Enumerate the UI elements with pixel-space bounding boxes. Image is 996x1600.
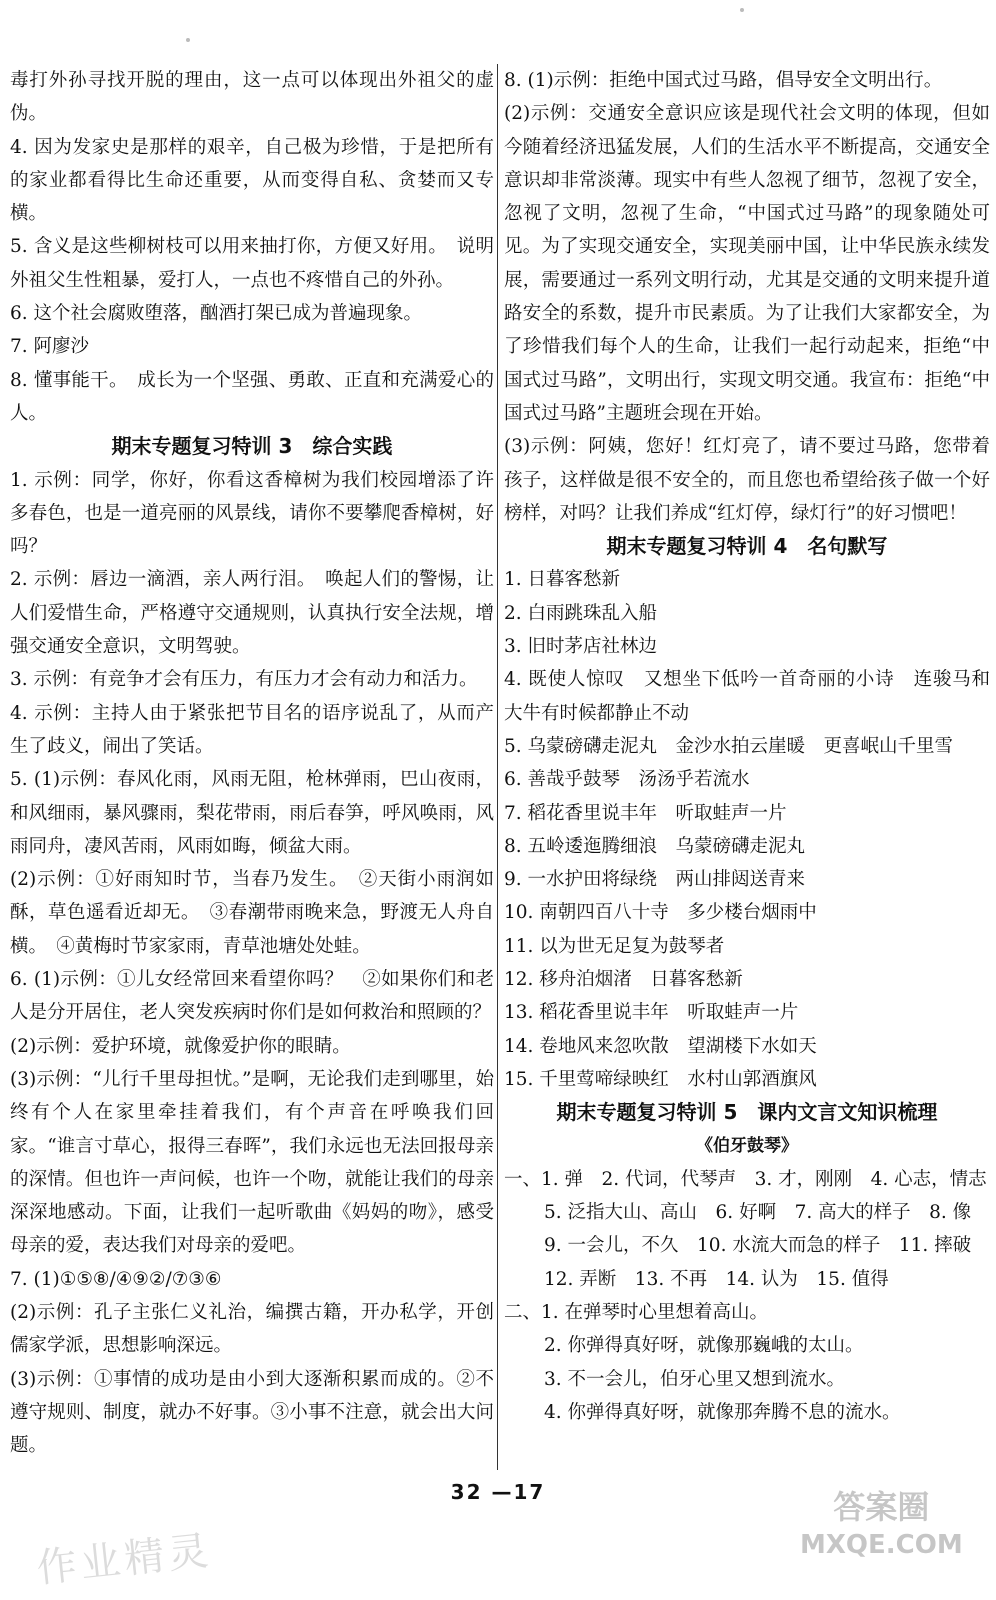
answer-paragraph: 8. 五岭逶迤腾细浪 乌蒙磅礴走泥丸 (504, 835, 806, 857)
answer-paragraph: 5. 泛指大山、高山 6. 好啊 7. 高大的样子 8. 像 (544, 1202, 972, 1224)
answer-paragraph: 3. 不一会儿，伯牙心里又想到流水。 (544, 1368, 846, 1390)
answer-paragraph: 6. 善哉乎鼓琴 汤汤乎若流水 (504, 769, 750, 791)
answer-paragraph: 6. (1)示例：①儿女经常回来看望你吗？ ②如果你们和老人是分开居住，老人突发疾病时你们是如何救治和照顾的？ (10, 969, 494, 1024)
right-column (504, 64, 990, 1429)
answer-paragraph: 12. 移舟泊烟渚 日暮客愁新 (504, 969, 743, 991)
answer-paragraph: 8. 懂事能干。 成长为一个坚强、勇敢、正直和充满爱心的人。 (10, 369, 494, 424)
answer-paragraph: 11. 以为世无足复为鼓琴者 (504, 935, 725, 957)
page-number: 32 —17 (450, 1480, 546, 1504)
answer-paragraph: 8. (1)示例：拒绝中国式过马路，倡导安全文明出行。 (504, 70, 943, 91)
answer-paragraph: 7. (1)①⑤⑧/④⑨②/⑦③⑥ (10, 1268, 222, 1290)
answer-paragraph: 5. 乌蒙磅礴走泥丸 金沙水拍云崖暖 更喜岷山千里雪 (504, 735, 954, 757)
answer-paragraph: 1. 日暮客愁新 (504, 569, 621, 591)
answer-paragraph: (3)示例：阿姨，您好！红灯亮了，请不要过马路，您带着孩子，这样做是很不安全的，而且您也希望给孩子做一个好榜样，对吗？让我们养成“红灯停，绿灯行”的好习惯吧！ (504, 436, 990, 524)
answer-paragraph: (2)示例：交通安全意识应该是现代社会文明的体现，但如今随着经济迅猛发展，人们的生活水平不断提高，交通安全意识却非常淡薄。现实中有些人忽视了细节，忽视了安全，忽视了文明，忽视了生命，“中国式过马路”的现象随处可见。为了实现交通安全，实现美丽中国，让中华民族永续发展，需要通过一系列文明行动，尤其是交通的文明来提升道路安全的系数，提升市民素质。为了让我们大家都安全，为了珍惜我们每个人的生命，让我们一起行动起来，拒绝“中国式过马路”，文明出行，实现文明交通。我宣布：拒绝“中国式过马路”主题班会现在开始。 (504, 103, 990, 424)
answer-paragraph: 2. 你弹得真好呀，就像那巍峨的太山。 (544, 1335, 864, 1357)
scan-speck (740, 8, 744, 12)
answer-paragraph: 3. 示例：有竞争才会有压力，有压力才会有动力和活力。 (10, 669, 478, 691)
answer-paragraph: 9. 一会儿，不久 10. 水流大而急的样子 11. 摔破 (544, 1235, 972, 1257)
answer-paragraph: 一、1. 弹 2. 代词，代琴声 3. 才，刚刚 4. 心志，情志 (504, 1168, 987, 1190)
section-heading: 期末专题复习特训 3 综合实践 (111, 434, 393, 459)
section-heading: 期末专题复习特训 4 名句默写 (606, 534, 888, 559)
answer-paragraph: 4. 既使人惊叹 又想坐下低吟一首奇丽的小诗 连骏马和大牛有时候都静止不动 (504, 669, 990, 724)
answer-paragraph: 2. 示例：唇边一滴酒，亲人两行泪。 唤起人们的警惕，让人们爱惜生命，严格遵守交通规则，认真执行安全法规，增强交通安全意识，文明驾驶。 (10, 569, 494, 658)
answer-paragraph: 5. 含义是这些柳树枝可以用来抽打你，方便又好用。 说明外祖父生性粗暴，爱打人，一点也不疼惜自己的外孙。 (10, 236, 494, 291)
section-heading: 期末专题复习特训 5 课内文言文知识梳理 (556, 1100, 938, 1125)
answer-paragraph: 1. 示例：同学，你好，你看这香樟树为我们校园增添了许多春色，也是一道亮丽的风景线，请你不要攀爬香樟树，好吗？ (10, 469, 494, 558)
answer-paragraph: (2)示例：①好雨知时节，当春乃发生。 ②天街小雨润如酥，草色遥看近却无。 ③春潮带雨晚来急，野渡无人舟自横。 ④黄梅时节家家雨，青草池塘处处蛙。 (10, 869, 494, 957)
scan-speck (186, 38, 190, 42)
answer-paragraph: (3)示例：①事情的成功是由小到大逐渐积累而成的。②不遵守规则、制度，就办不好事。③小事不注意，就会出大问题。 (10, 1368, 494, 1457)
answer-paragraph: 5. (1)示例：春风化雨，风雨无阻，枪林弹雨，巴山夜雨，和风细雨，暴风骤雨，梨花带雨，雨后春笋，呼风唤雨，风雨同舟，凄风苦雨，风雨如晦，倾盆大雨。 (10, 769, 494, 857)
answer-paragraph: 13. 稻花香里说丰年 听取蛙声一片 (504, 1002, 799, 1024)
answer-paragraph: (2)示例：爱护环境，就像爱护你的眼睛。 (10, 1035, 351, 1057)
answer-paragraph: 7. 阿廖沙 (10, 336, 90, 358)
answer-paragraph: 15. 千里莺啼绿映红 水村山郭酒旗风 (504, 1068, 817, 1090)
watermark-right-url: MXQE.COM (800, 1530, 963, 1560)
answer-paragraph: 10. 南朝四百八十寺 多少楼台烟雨中 (504, 902, 817, 924)
answer-paragraph: 毒打外孙寻找开脱的理由，这一点可以体现出外祖父的虚伪。 (10, 70, 494, 125)
answer-paragraph: 二、1. 在弹琴时心里想着高山。 (504, 1301, 769, 1323)
answer-paragraph: 14. 卷地风来忽吹散 望湖楼下水如天 (504, 1035, 817, 1057)
column-divider (497, 64, 498, 1470)
answer-paragraph: 4. 你弹得真好呀，就像那奔腾不息的流水。 (544, 1401, 901, 1423)
answer-paragraph: 12. 弄断 13. 不再 14. 认为 15. 值得 (544, 1268, 889, 1290)
answer-paragraph: 4. 因为发家史是那样的艰辛，自己极为珍惜，于是把所有的家业都看得比生命还重要，从而变得自私、贪婪而又专横。 (10, 136, 494, 225)
watermark-right-title: 答案圈 (833, 1488, 930, 1526)
answer-paragraph: 3. 旧时茅店社林边 (504, 636, 658, 658)
answer-paragraph: 6. 这个社会腐败堕落，酗酒打架已成为普遍现象。 (10, 303, 423, 325)
answer-paragraph: (3)示例：“儿行千里母担忧。”是啊，无论我们走到哪里，始终有个人在家里牵挂着我们，有个声音在呼唤我们回家。“谁言寸草心，报得三春晖”，我们永远也无法回报母亲的深情。但也许一声问候，也许一个吻，就能让我们的母亲深深地感动。下面，让我们一起听歌曲《妈妈的吻》，感受母亲的爱，表达我们对母亲的爱吧。 (10, 1068, 494, 1257)
watermark-logo-left: 作业精灵 (34, 1527, 215, 1593)
answer-paragraph: 2. 白雨跳珠乱入船 (504, 602, 658, 624)
watermark-logo-right (800, 1488, 963, 1564)
answer-paragraph: 4. 示例：主持人由于紧张把节目名的语序说乱了，从而产生了歧义，闹出了笑话。 (10, 702, 494, 757)
answer-paragraph: (2)示例：孔子主张仁义礼治，编撰古籍，开办私学，开创儒家学派，思想影响深远。 (10, 1301, 494, 1357)
left-column (10, 64, 494, 1462)
section-heading: 《伯牙鼓琴》 (696, 1135, 798, 1156)
answer-paragraph: 9. 一水护田将绿绕 两山排闼送青来 (504, 869, 806, 891)
answer-paragraph: 7. 稻花香里说丰年 听取蛙声一片 (504, 802, 787, 824)
